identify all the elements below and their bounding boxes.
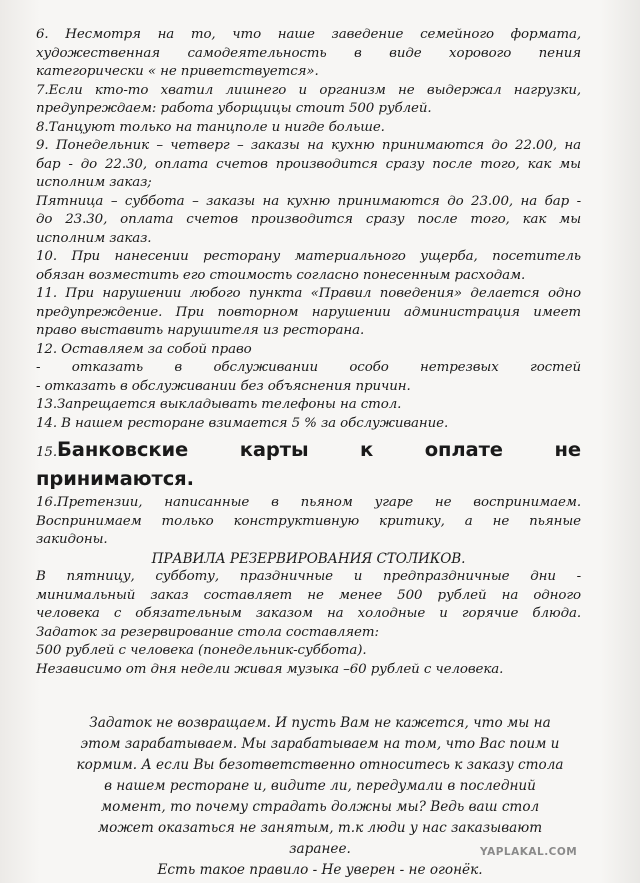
- rule-item: [36, 285, 581, 341]
- reservation-line: минимальный заказ составляет не менее 500 рублей на одного: [36, 587, 581, 603]
- rule-line: 13.Запрещается выкладывать телефоны на стол.: [36, 397, 402, 412]
- rule-item: [36, 494, 581, 550]
- rule-line: исполним заказ.: [36, 230, 152, 246]
- rule-line: до 23.30, оплата счетов производится сразу после того, как мы: [36, 212, 581, 227]
- reservation-heading: ПРАВИЛА РЕЗЕРВИРОВАНИЯ СТОЛИКОВ.: [151, 550, 466, 567]
- closing-line: заранее.: [289, 841, 351, 857]
- rule-line: 14. В нашем ресторане взимается 5 % за обслуживание.: [36, 415, 449, 431]
- rule-line: художественная самодеятельность в виде хорового пения: [36, 45, 581, 61]
- rule-line: бар - до 22.30, оплата счетов производится сразу после того, как мы: [36, 156, 581, 172]
- rule-line: 11. При нарушении любого пункта «Правил поведения» делается одно: [36, 286, 581, 301]
- closing-line: этом зарабатываем. Мы зарабатываем на том, что Вас поим и: [80, 736, 560, 752]
- closing-line: может оказаться не занятым, т.к люди у нас заказывают: [97, 820, 543, 836]
- reservation-line: 500 рублей с человека (понедельник-суббота).: [36, 643, 367, 658]
- rule-line: 10. При нанесении ресторану материального ущерба, посетитель: [36, 249, 581, 264]
- rule-line: закидоны.: [36, 532, 108, 547]
- bank-notice-first-word: [36, 437, 188, 466]
- bank-notice-word: карты: [239, 438, 309, 461]
- bank-notice-line: [36, 437, 581, 466]
- rule-line: Пятница – суббота – заказы на кухню принимаются до 23.00, на бар -: [36, 193, 581, 209]
- rule-item: [36, 26, 581, 82]
- closing-line: Есть такое правило - Не уверен - не огонёк.: [157, 862, 483, 878]
- rule-line: право выставить нарушителя из ресторана.: [36, 323, 365, 338]
- rule-line: 12. Оставляем за собой право: [36, 341, 252, 357]
- bank-notice-word: оплате: [424, 438, 503, 461]
- closing-line: в нашем ресторане и, видите ли, передумали в последний: [104, 778, 536, 794]
- bank-cards-notice: [36, 437, 581, 492]
- reservation-line: В пятницу, субботу, праздничные и предпраздничные дни -: [36, 569, 581, 584]
- rule-item: [36, 137, 581, 248]
- rule-line: исполним заказ;: [36, 175, 152, 190]
- bank-notice-word: к: [360, 438, 374, 461]
- bank-notice-line: принимаются.: [36, 467, 194, 490]
- rule-line: 6. Несмотря на то, что наше заведение семейного формата,: [36, 27, 581, 42]
- watermark: YAPLAKAL.COM: [480, 846, 578, 858]
- reservation-line: Независимо от дня недели живая музыка –60 рублей с человека.: [36, 661, 504, 677]
- rule-line: предупреждение. При повторном нарушении администрация имеет: [36, 304, 581, 320]
- rule-line: - отказать в обслуживании особо нетрезвых гостей: [36, 360, 581, 375]
- rule-number: 15.: [36, 445, 57, 460]
- bank-notice-word: не: [554, 438, 581, 461]
- closing-line: Задаток не возвращаем. И пусть Вам не кажется, что мы на: [89, 715, 551, 731]
- closing-line: момент, то почему страдать должны мы? Ведь ваш стол: [100, 799, 540, 815]
- rule-item: [36, 119, 581, 138]
- rule-line: категорически « не приветствуется».: [36, 64, 319, 79]
- rule-line: Воспринимаем только конструктивную критику, а не пьяные: [36, 513, 581, 529]
- rules-list: [36, 26, 581, 679]
- rule-line: обязан возместить его стоимость согласно понесенным расходам.: [36, 267, 526, 283]
- rule-line: 7.Если кто-то хватил лишнего и организм не выдержал нагрузки,: [36, 82, 581, 98]
- reservation-line: Задаток за резервирование стола составляет:: [36, 624, 379, 640]
- rule-item: [36, 248, 581, 285]
- rule-line: 8.Танцуют только на танцполе и нигде больше.: [36, 119, 385, 135]
- rule-line: 16.Претензии, написанные в пьяном угаре не воспринимаем.: [36, 495, 581, 510]
- rule-line: - отказать в обслуживании без объяснения причин.: [36, 378, 411, 394]
- rule-item: [36, 82, 581, 119]
- rule-item: [36, 396, 581, 415]
- bank-notice-word: Банковские: [57, 438, 189, 461]
- rule-line: 9. Понедельник – четверг – заказы на кухню принимаются до 22.00, на: [36, 138, 581, 153]
- rule-item: [36, 341, 581, 397]
- rule-item: [36, 415, 581, 434]
- reservation-line: человека с обязательным заказом на холодные и горячие блюда.: [36, 606, 581, 621]
- rule-line: предупреждаем: работа уборщицы стоит 500 рублей.: [36, 101, 432, 116]
- closing-line: кормим. А если Вы безответственно относитесь к заказу стола: [76, 757, 564, 773]
